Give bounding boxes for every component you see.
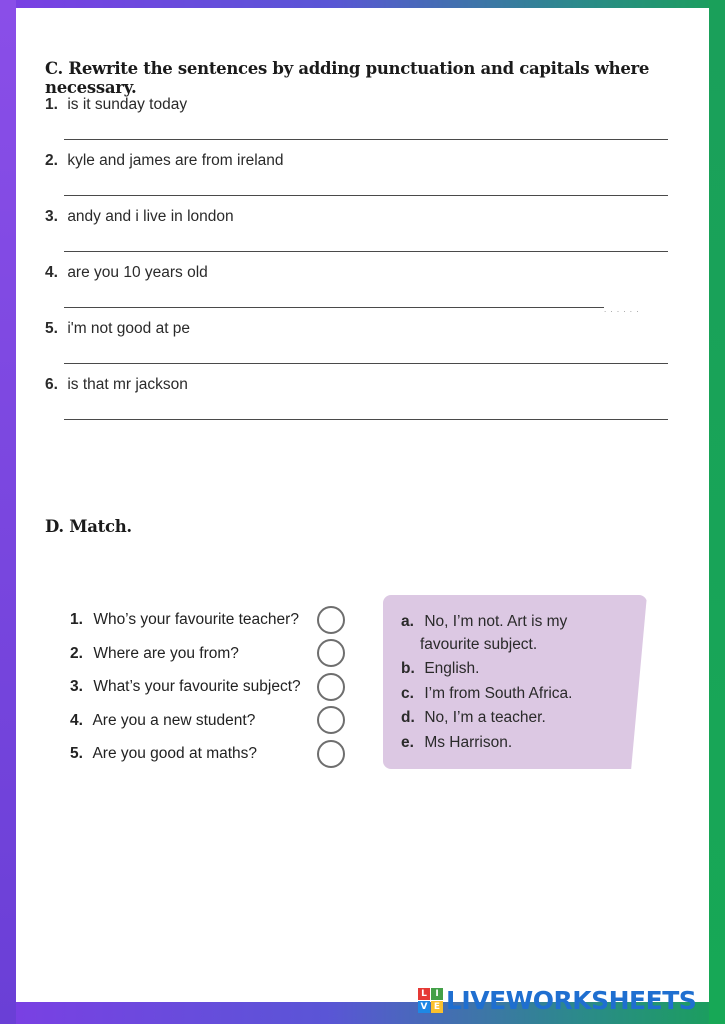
section-c-heading: C. Rewrite the sentences by adding punctuation and capitals where necessary. xyxy=(45,59,650,97)
answer-line[interactable] xyxy=(64,419,668,420)
question-text: What’s your favourite subject? xyxy=(93,678,301,695)
question-number: 1. xyxy=(70,611,83,628)
match-answer-circle[interactable] xyxy=(317,639,345,667)
sentence-item xyxy=(45,152,284,170)
left-border xyxy=(0,0,16,1024)
answer-letter: c. xyxy=(401,685,414,702)
answer-line[interactable] xyxy=(64,139,668,140)
answer-text: Ms Harrison. xyxy=(424,734,513,751)
question-number: 3. xyxy=(70,678,83,695)
item-number: 4. xyxy=(45,264,58,281)
answer-option xyxy=(401,709,546,727)
sentence-item xyxy=(45,320,190,338)
sentence-item xyxy=(45,264,208,282)
answer-letter: a. xyxy=(401,613,414,630)
answer-text: I’m from South Africa. xyxy=(424,685,573,702)
answer-line[interactable] xyxy=(64,363,668,364)
answer-option xyxy=(401,685,572,703)
answer-option xyxy=(401,660,479,678)
match-question xyxy=(70,611,299,629)
match-question xyxy=(70,745,257,763)
question-text: Who’s your favourite teacher? xyxy=(93,611,299,628)
right-border xyxy=(709,0,725,1024)
question-number: 5. xyxy=(70,745,83,762)
match-question xyxy=(70,645,239,663)
item-number: 5. xyxy=(45,320,58,337)
answer-letter: d. xyxy=(401,709,415,726)
answer-line[interactable] xyxy=(64,195,668,196)
answer-option xyxy=(401,734,512,752)
answer-text: No, I’m a teacher. xyxy=(424,709,546,726)
faint-marks: . . . . . . xyxy=(604,305,640,314)
item-text: kyle and james are from ireland xyxy=(67,152,284,169)
item-text: are you 10 years old xyxy=(67,264,208,281)
answer-text-continued: favourite subject. xyxy=(420,636,538,653)
worksheet-page xyxy=(16,8,709,1002)
answer-letter: b. xyxy=(401,660,415,677)
question-number: 2. xyxy=(70,645,83,662)
item-number: 2. xyxy=(45,152,58,169)
match-answer-circle[interactable] xyxy=(317,740,345,768)
answer-line[interactable] xyxy=(64,251,668,252)
item-text: is that mr jackson xyxy=(67,376,188,393)
match-answer-circle[interactable] xyxy=(317,706,345,734)
section-d-heading: D. Match. xyxy=(45,517,132,536)
logo-mark-icon: L I V E xyxy=(418,988,443,1013)
answer-line[interactable] xyxy=(64,307,604,308)
item-text: is it sunday today xyxy=(67,96,188,113)
question-text: Are you good at maths? xyxy=(92,745,258,762)
item-text: i'm not good at pe xyxy=(67,320,191,337)
item-number: 3. xyxy=(45,208,58,225)
sentence-item xyxy=(45,208,234,226)
sentence-item xyxy=(45,376,188,394)
logo-text: LIVEWORKSHEETS xyxy=(446,985,697,1015)
answer-option xyxy=(401,613,567,631)
match-question xyxy=(70,712,255,730)
item-number: 6. xyxy=(45,376,58,393)
question-text: Are you a new student? xyxy=(92,712,256,729)
answer-text: No, I’m not. Art is my xyxy=(424,613,568,630)
question-text: Where are you from? xyxy=(93,645,239,662)
liveworksheets-logo[interactable] xyxy=(418,984,696,1016)
match-answer-circle[interactable] xyxy=(317,606,345,634)
match-answer-circle[interactable] xyxy=(317,673,345,701)
answer-text: English. xyxy=(424,660,480,677)
sentence-item xyxy=(45,96,187,114)
answer-letter: e. xyxy=(401,734,414,751)
match-question xyxy=(70,678,301,696)
question-number: 4. xyxy=(70,712,83,729)
item-number: 1. xyxy=(45,96,58,113)
item-text: andy and i live in london xyxy=(67,208,234,225)
